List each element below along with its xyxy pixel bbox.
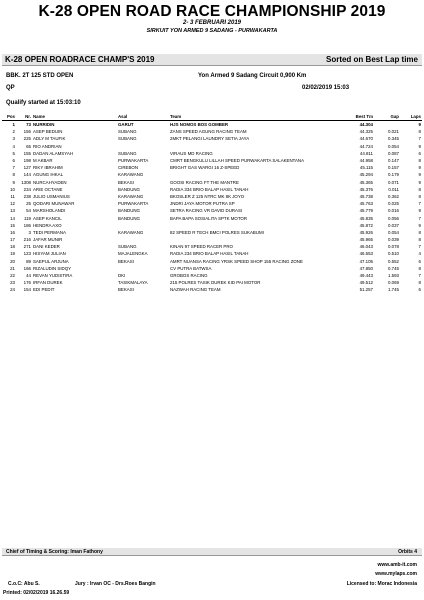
cell-gap: 0.025 [388, 201, 399, 207]
cell-team: ZANS SPEED AGUNG RACING TEAM [170, 129, 247, 135]
cell-pos: 8 [12, 172, 15, 178]
cell-team: CMRT BENGKULU LILLAH SPEED PURWAKARTA SALAKENTANA [170, 158, 305, 164]
cell-origin [117, 236, 169, 243]
cell-best: 47.105 [359, 258, 373, 264]
table-row [2, 193, 422, 200]
cell-team [169, 143, 332, 150]
cell-name: TEDI PERMANA [33, 229, 66, 235]
cell-name: RIKY IBRAHIM [33, 165, 63, 171]
cell-team: BKOSLER Z 125 NTRC MK 8K JOYO [170, 193, 245, 199]
cell-origin: BANDUNG [118, 215, 140, 221]
cell-best: 45.835 [359, 215, 373, 221]
cell-name: ARIE OCTANE [33, 186, 63, 192]
cell-origin: PURWAKARTA [118, 201, 149, 207]
table-row [2, 258, 422, 265]
cell-best: 45.376 [359, 186, 373, 192]
cell-no: 123 [23, 251, 31, 257]
cell-origin: DKI [118, 273, 126, 279]
cell-no: 154 [23, 287, 31, 293]
cell-laps: 9 [418, 143, 421, 149]
cell-gap: 0.039 [388, 237, 399, 243]
cell-laps: 7 [418, 244, 421, 250]
cell-best: 46.043 [359, 244, 373, 250]
mylaps-link: www.mylaps.com [375, 571, 417, 577]
cell-gap: 1.745 [388, 287, 399, 293]
cell-pos: 3 [12, 136, 15, 142]
cell-gap: 0.011 [388, 186, 399, 192]
cell-laps: 9 [418, 172, 421, 178]
cell-name: EDI PEDIT [33, 287, 55, 293]
cell-pos: 22 [10, 273, 15, 279]
cell-gap: 0.362 [388, 193, 399, 199]
cell-best: 51.257 [359, 287, 373, 293]
table-row [2, 135, 422, 142]
table-row [2, 200, 422, 207]
table-row [2, 214, 422, 221]
cell-team [169, 236, 332, 243]
cell-pos: 15 [10, 222, 15, 228]
orbits-version: Orbits 4 [398, 549, 417, 555]
table-row [2, 222, 422, 229]
cell-team: NAZWAH RACING TEAM [170, 287, 221, 293]
cell-origin: GARUT [118, 122, 134, 128]
cell-no: 186 [23, 222, 31, 228]
cell-pos: 1 [12, 122, 15, 128]
cell-origin: BANDUNG [118, 208, 140, 214]
cell-laps: 7 [418, 136, 421, 142]
cell-gap: 0.054 [388, 143, 399, 149]
cell-laps: 9 [418, 222, 421, 228]
cell-origin: KARAWANG [118, 172, 144, 178]
cell-no: 54 [26, 208, 31, 214]
col-laps: Laps [400, 113, 422, 121]
cell-name: MARSHOLANDI [33, 208, 66, 214]
table-row [2, 121, 422, 129]
session-type: QP [6, 85, 15, 91]
table-row [2, 171, 422, 178]
sort-order: Sorted on Best Lap time [325, 55, 418, 64]
results-table [2, 113, 422, 294]
cell-best: 45.926 [359, 229, 373, 235]
championship-bar [2, 54, 422, 66]
cell-laps: 7 [418, 201, 421, 207]
cell-best: 45.115 [359, 165, 373, 171]
cell-origin: KARAWANG [118, 193, 144, 199]
cell-pos: 2 [12, 129, 15, 135]
cell-team: SETRA RACING VR DAVID DURASI [170, 208, 243, 214]
cell-no: 25 [26, 201, 31, 207]
cell-laps: 6 [418, 258, 421, 264]
table-row [2, 243, 422, 250]
table-row [2, 150, 422, 157]
cell-team: 82 SPEED R TECH BMCI POLRES SUKABUMI [170, 229, 264, 235]
cell-no: 73 [26, 122, 31, 128]
cell-best: 45.779 [359, 208, 373, 214]
cell-best: 44.670 [359, 136, 373, 142]
cell-best: 46.553 [359, 251, 373, 257]
cell-pos: 19 [10, 251, 15, 257]
cell-name: NURRIDIN [33, 122, 55, 128]
footer-bar [2, 548, 422, 556]
cell-gap: 0.078 [388, 244, 399, 250]
page-title: K-28 OPEN ROAD RACE CHAMPIONSHIP 2019 [38, 3, 386, 20]
cell-pos: 17 [10, 237, 15, 243]
col-name: Name [32, 113, 117, 121]
cell-laps: 9 [418, 165, 421, 171]
table-row [2, 128, 422, 135]
cell-gap: 0.745 [388, 265, 399, 271]
cell-team: VIRAUS MD RACING [170, 150, 213, 156]
cell-pos: 24 [10, 287, 15, 293]
cell-gap: 0.510 [388, 251, 399, 257]
cell-best: 45.738 [359, 193, 373, 199]
cell-best: 44.304 [359, 122, 373, 128]
cell-gap: 0.069 [388, 280, 399, 286]
cell-team: BAPA BAPA SOSIALITA SPTK MOTOR [170, 215, 248, 221]
cell-pos: 6 [12, 158, 15, 164]
cell-gap: 0.021 [388, 129, 399, 135]
col-team: Team [169, 113, 332, 121]
table-row [2, 164, 422, 171]
cell-gap: 0.056 [388, 215, 399, 221]
cell-name: RIZALUDIN SIDQY [33, 265, 72, 271]
cell-no: 65 [26, 143, 31, 149]
cell-name: QODARI MUNAWAR [33, 201, 75, 207]
table-row [2, 236, 422, 243]
license: Licensed to: Morac Indonesia [346, 581, 417, 587]
cell-pos: 14 [10, 215, 15, 221]
cell-no: 176 [23, 280, 31, 286]
cell-name: DANI KEDER [33, 244, 60, 250]
table-row [2, 279, 422, 286]
cell-pos: 16 [10, 229, 15, 235]
cell-gap: 1.593 [388, 273, 399, 279]
cell-best: 49.512 [359, 280, 373, 286]
cell-team: 215 POLRES TASIK DUREK KID PAI MOTOR [170, 280, 261, 286]
cell-pos: 20 [10, 258, 15, 264]
cell-team: RADIA 334 BRIO BALAP HASIL TANAH [170, 186, 249, 192]
cell-origin: PURWAKARTA [118, 158, 149, 164]
cell-no: 144 [23, 172, 31, 178]
cell-no: 238 [23, 193, 31, 199]
session-datetime: 02/02/2019 15:03 [302, 85, 350, 91]
cell-laps: 9 [418, 179, 421, 185]
cell-pos: 21 [10, 265, 15, 271]
cell-no: 216 [23, 237, 31, 243]
cell-name: ASEP KANCIL [33, 215, 62, 221]
cell-name: AGUNG IHKAL [33, 172, 64, 178]
cell-name: JAFAR MUNIR [33, 237, 63, 243]
cell-no: 225 [23, 136, 31, 142]
table-header [2, 113, 422, 121]
table-row [2, 272, 422, 279]
cell-pos: 23 [10, 280, 15, 286]
table-row [2, 207, 422, 214]
cell-team: GROBOS RACING [170, 273, 208, 279]
cell-laps: 8 [418, 186, 421, 192]
cell-laps: 8 [418, 158, 421, 164]
cell-pos: 7 [12, 165, 15, 171]
clerk-of-course: C.o.C: Abu S. [8, 581, 40, 587]
cell-origin: SUBANG [118, 150, 137, 156]
cell-gap: 0.054 [388, 229, 399, 235]
cell-no: 155 [23, 150, 31, 156]
cell-laps: 9 [418, 122, 421, 128]
table-row [2, 265, 422, 272]
qualify-start: Qualify started at 15:03:10 [6, 100, 81, 106]
cell-gap: 0.179 [388, 172, 399, 178]
cell-no: 127 [23, 165, 31, 171]
table-row [2, 186, 422, 193]
cell-gap: 0.016 [388, 208, 399, 214]
race-class: BBK. 2T 125 STD OPEN [6, 73, 74, 79]
cell-team: KINAN 97 SPEED RACER PRO [170, 244, 233, 250]
cell-name: HENDRA AXO [33, 222, 62, 228]
cell-origin: MAJALENGKA [118, 251, 148, 257]
cell-gap: 0.157 [388, 165, 399, 171]
jury: Jury : Irvan OC - Drs.Roes Bangin [75, 581, 156, 587]
cell-origin: SUBANG [118, 244, 137, 250]
cell-gap: 0.345 [388, 136, 399, 142]
cell-team: AMRT NUANSA RACING YRSK SPEED SHOP 155 RACING ZONE [170, 258, 303, 264]
table-row [2, 143, 422, 150]
cell-best: 45.294 [359, 172, 373, 178]
cell-best: 44.958 [359, 158, 373, 164]
cell-team: JNDRI JAYA MOTOR PUTRA SP [170, 201, 235, 207]
cell-no: 234 [23, 186, 31, 192]
cell-origin: BEKASI [118, 179, 134, 185]
cell-name: HISYAM JULIAN [33, 251, 66, 257]
cell-laps: 6 [418, 150, 421, 156]
cell-name: JULIO USMANIUS [33, 193, 70, 199]
cell-origin [117, 265, 169, 272]
cell-best: 45.763 [359, 201, 373, 207]
cell-name: REVAN YUDISTIRA [33, 273, 73, 279]
col-best: Best Tm [332, 113, 374, 121]
cell-name: ADLY M TAUFIK [33, 136, 66, 142]
cell-team [169, 171, 332, 178]
cell-laps: 8 [418, 229, 421, 235]
cell-origin: CIREBON [118, 165, 139, 171]
cell-team [169, 222, 332, 229]
cell-laps: 8 [418, 193, 421, 199]
cell-gap: 0.037 [388, 222, 399, 228]
cell-laps: 7 [418, 215, 421, 221]
cell-name: DADAN ALAMSYAH [33, 150, 73, 156]
cell-team: GOOSI RACING FT THE MANTRE [170, 179, 239, 185]
cell-pos: 18 [10, 244, 15, 250]
col-pos: Pos [2, 113, 16, 121]
cell-name: IRFAN DUREK [33, 280, 63, 286]
cell-team: RADIA 234 BRIO BALAP HASIL TANAH [170, 251, 249, 257]
cell-team: CV PUTRA BATWSA [170, 265, 212, 271]
table-row [2, 250, 422, 257]
cell-best: 45.872 [359, 222, 373, 228]
cell-no: 119 [24, 215, 31, 221]
cell-name: NURCAHYADEN [33, 179, 67, 185]
cell-name: RIO ANDRIAN [33, 143, 62, 149]
cell-origin: SUBANG [118, 129, 137, 135]
cell-no: 3 [28, 229, 31, 235]
cell-pos: 5 [12, 150, 15, 156]
cell-laps: 6 [418, 287, 421, 293]
cell-no: 166 [23, 265, 31, 271]
cell-laps: 4 [418, 251, 421, 257]
cell-no: 156 [23, 129, 31, 135]
cell-best: 45.965 [359, 237, 373, 243]
cell-team: BRIGHT GAS WARGI 16 Z-SPEED [170, 165, 240, 171]
championship-name: K-28 OPEN ROADRACE CHAMP'S 2019 [5, 55, 155, 64]
cell-origin [117, 222, 169, 229]
cell-pos: 9 [12, 179, 15, 185]
cell-name: ASEP BEDUIN [33, 129, 63, 135]
venue: Yon Armed 9 Sadang Circuit 0,900 Km [198, 73, 307, 79]
cell-laps: 8 [418, 280, 421, 286]
cell-best: 47.850 [359, 265, 373, 271]
table-row [2, 179, 422, 186]
cell-team: HJS NOMOS BOS GOMBER [170, 122, 229, 128]
cell-origin [117, 143, 169, 150]
cell-no: 198 [23, 158, 31, 164]
circuit-name: SIRKUIT YON ARMED 9 SADANG - PURWAKARTA [146, 28, 278, 34]
cell-pos: 4 [12, 143, 15, 149]
cell-origin: SUBANG [118, 136, 137, 142]
table-row [2, 229, 422, 236]
cell-name: SAEPUL ARJUNA [33, 258, 69, 264]
cell-best: 49.443 [359, 273, 373, 279]
cell-laps: 9 [418, 208, 421, 214]
cell-gap: 0.552 [388, 258, 399, 264]
cell-pos: 12 [10, 201, 15, 207]
cell-pos: 11 [10, 193, 15, 199]
cell-no: 89 [26, 258, 31, 264]
cell-origin: BEKASI [118, 258, 134, 264]
cell-laps: 8 [418, 129, 421, 135]
cell-no: 271 [23, 244, 31, 250]
cell-no: 44 [26, 273, 31, 279]
event-dates: 2- 3 FEBRUARI 2019 [182, 20, 242, 26]
printed-timestamp: Printed: 02/02/2019 16.26.59 [3, 590, 70, 596]
cell-origin: BANDUNG [118, 186, 140, 192]
cell-best: 44.325 [359, 129, 373, 135]
cell-gap: 0.147 [388, 158, 399, 164]
cell-best: 44.724 [359, 143, 373, 149]
cell-best: 45.365 [359, 179, 373, 185]
cell-laps: 7 [418, 273, 421, 279]
col-no: Nr. [16, 113, 32, 121]
cell-team: 2MKT PELANGI LAUNDRY SETIA JAYA [170, 136, 250, 142]
cell-pos: 13 [10, 208, 15, 214]
cell-gap [374, 121, 400, 129]
cell-gap: 0.071 [388, 179, 399, 185]
cell-pos: 10 [10, 186, 15, 192]
cell-origin: BEKASI [118, 287, 134, 293]
col-origin: Asal [117, 113, 169, 121]
cell-name: M AKBAR [33, 158, 53, 164]
cell-origin: TASIKMALAYA [118, 280, 148, 286]
amb-link: www.amb-it.com [377, 562, 417, 568]
table-row [2, 286, 422, 293]
cell-origin: KARAWANG [118, 229, 144, 235]
cell-no: 1308 [21, 179, 31, 185]
chief-timing: Chief of Timing & Scoring: Iman Fathony [6, 549, 103, 555]
cell-gap: 0.087 [388, 150, 399, 156]
cell-best: 44.811 [359, 150, 373, 156]
cell-laps: 8 [418, 237, 421, 243]
col-gap: Gap [374, 113, 400, 121]
cell-laps: 8 [418, 265, 421, 271]
table-row [2, 157, 422, 164]
